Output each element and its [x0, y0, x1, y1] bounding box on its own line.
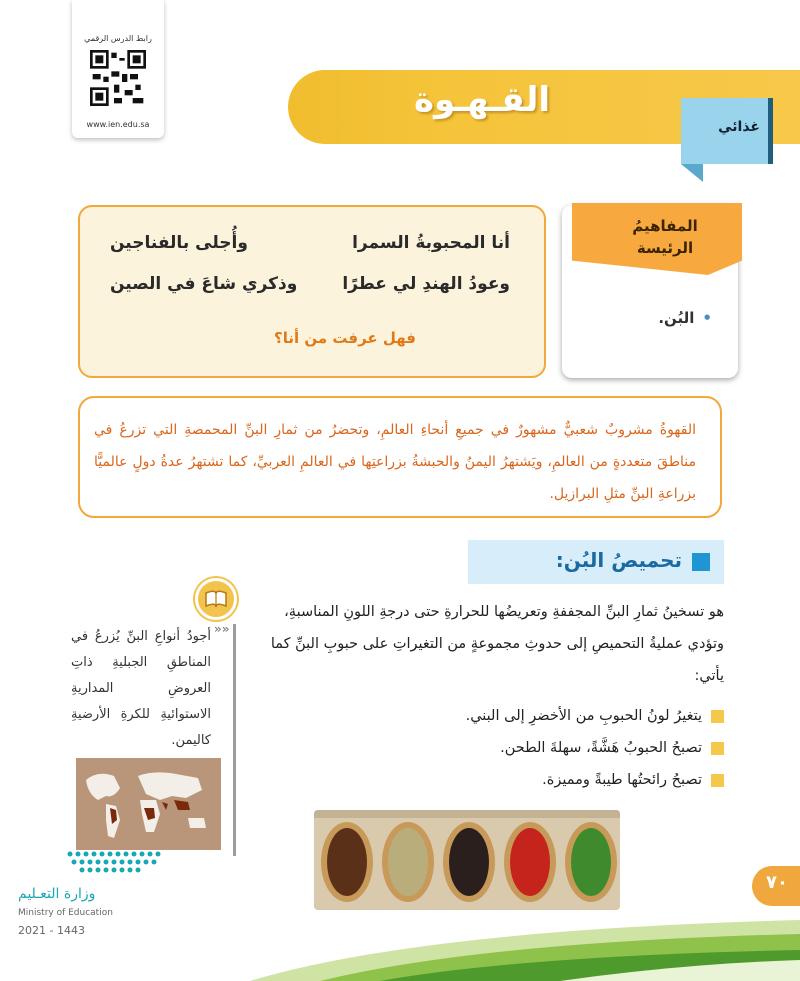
poem-hemistich: وأُجلى بالفناجين: [110, 233, 248, 253]
edition-year: 2021 - 1443: [18, 924, 85, 937]
poem-line: [110, 274, 510, 294]
section-heading: [468, 540, 724, 584]
intro-box: [78, 396, 722, 518]
poem-line: [110, 233, 510, 253]
digital-lesson-qr-card[interactable]: [72, 0, 164, 138]
square-bullet-icon: [711, 710, 724, 723]
list-item: [300, 700, 724, 732]
list-item-text: تصبحُ رائحتُها طيبةً ومميزة.: [542, 772, 702, 788]
poem-hemistich: أنا المحبوبةُ السمرا: [352, 233, 510, 253]
ministry-name-english: Ministry of Education: [18, 908, 113, 918]
poem-question: فهل عرفت من أنا؟: [274, 329, 416, 347]
intro-paragraph: القهوةُ مشروبٌ شعبيٌّ مشهورٌ في جميعِ أنحاءِ العالمِ، وتحضرُ من ثمارِ البنِّ المحمصةِ التي تزرعُ في مناطقَ متعددةٍ من العالمِ، ويَشتهرُ اليمنُ والحبشةُ بزراعتِها في العالمِ العربيِّ، كما تشتهرُ عدةُ دولٍ عالميًّا بزراعةِ البنِّ مثلِ البرازيل.: [94, 422, 696, 502]
bullet-icon: •: [702, 309, 712, 327]
section-title: تحميصُ البُن:: [555, 548, 682, 572]
double-arrow-icon: »»: [214, 622, 230, 636]
list-item-text: يتغيرُ لونُ الحبوبِ من الأخضرِ إلى البني.: [465, 708, 702, 724]
qr-url[interactable]: www.ien.edu.sa: [86, 120, 150, 129]
ministry-emblem-icon: [18, 846, 168, 882]
bottom-wave-decoration: [0, 920, 800, 981]
concept-label: البُن.: [658, 309, 695, 327]
section-square-icon: [692, 553, 710, 571]
book-icon: [195, 578, 237, 620]
key-concepts-card: [562, 205, 738, 378]
poem-hemistich: وعودُ الهندِ لي عطرًا: [342, 274, 510, 294]
roasting-changes-list: [300, 700, 724, 796]
page-number-tab: [752, 866, 800, 906]
key-concepts-title: المفاهيمُ الرئيسة: [632, 217, 698, 257]
qr-caption: رابط الدرس الرقمي: [84, 34, 152, 43]
list-item: [300, 764, 724, 796]
unit-tab: [681, 98, 773, 164]
poem-box: [78, 205, 546, 378]
world-map-image: [76, 758, 221, 850]
square-bullet-icon: [711, 742, 724, 755]
list-item: [300, 732, 724, 764]
lesson-title: القـهـوة: [414, 80, 550, 120]
roasting-paragraph: هو تسخينُ ثمارِ البنِّ المجففةِ وتعريضُها للحرارةِ حتى درجةِ اللونِ المناسبةِ، وتؤدي عمليةُ التحميصِ إلى حدوثِ مجموعةٍ من التغيراتِ على حبوبِ البنِّ كما يأتي:: [270, 604, 724, 684]
unit-label: غذائي: [718, 119, 760, 135]
page-number: ٧٠: [766, 872, 788, 893]
list-item-text: تصبحُ الحبوبُ هَشَّةً، سهلةَ الطحن.: [500, 740, 702, 756]
coffee-beans-photo: [314, 810, 620, 910]
concept-item: [658, 309, 712, 327]
square-bullet-icon: [711, 774, 724, 787]
sidebar-note-text: أجودُ أنواعِ البنِّ يُزرعُ في المناطقِ الجبليةِ ذاتِ العروضِ المداريةِ الاستوائيةِ للكرةِ الأرضيةِ كاليمن.: [71, 629, 211, 748]
ministry-name-arabic: وزارة التعـليم: [18, 886, 96, 902]
qr-code-icon[interactable]: [90, 50, 146, 106]
poem-hemistich: وذكري شاعَ في الصين: [110, 274, 298, 294]
